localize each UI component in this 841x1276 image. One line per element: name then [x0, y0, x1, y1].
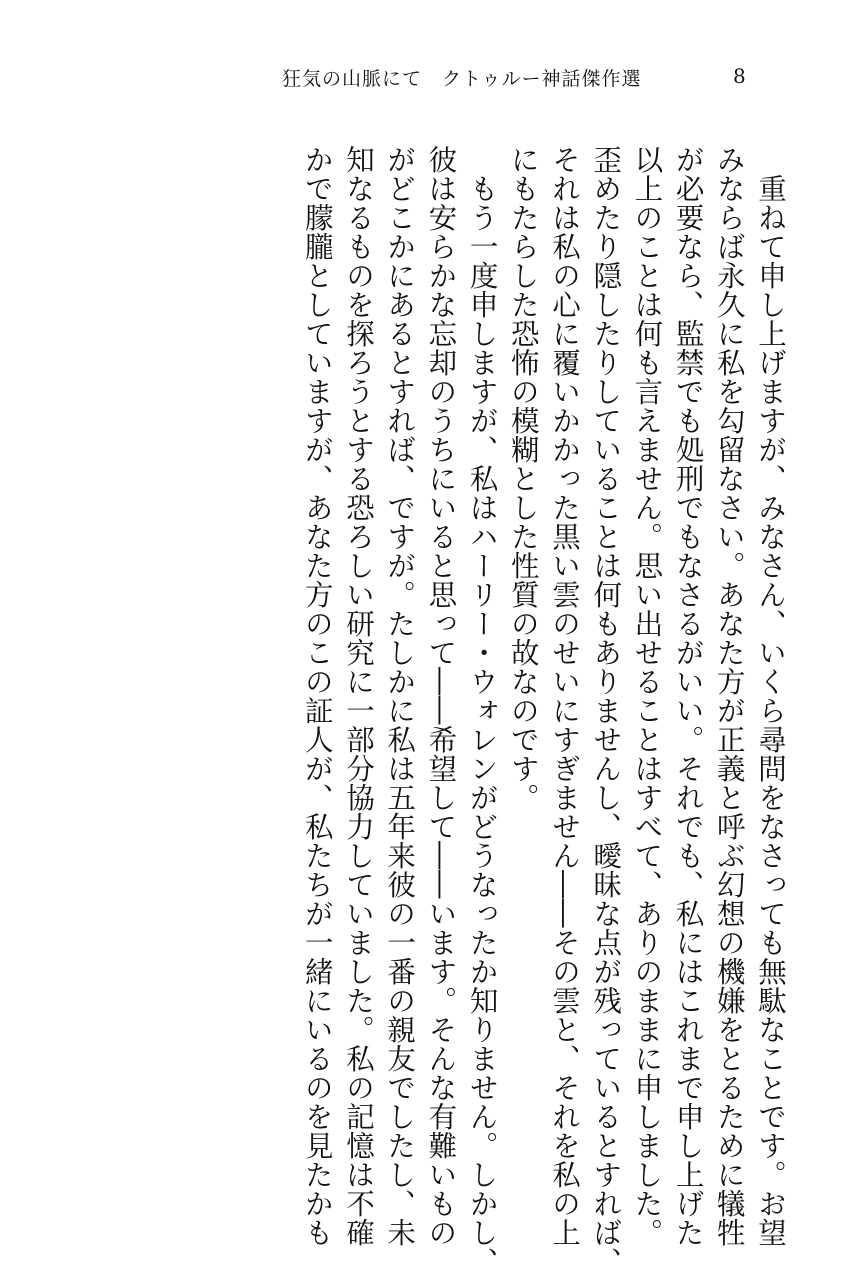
text-column: かで朦朧としていますが、あなた方のこの証人が、私たちが一緒にいるのを見たかも [300, 145, 334, 1247]
text-column: が必要なら、監禁でも処刑でもなさるがいい。それでも、私にはこれまで申し上げた [671, 145, 705, 1247]
text-column: 以上のことは何も言えません。思い出せることはすべて、ありのままに申しました。 [630, 145, 664, 1247]
running-header-title: 狂気の山脈にて クトゥルー神話傑作選 [282, 68, 642, 90]
page-number: 8 [733, 64, 746, 88]
text-column: みならば永久に私を勾留なさい。あなた方が正義と呼ぶ幻想の機嫌をとるために犠牲 [712, 145, 746, 1247]
text-column: 重ねて申し上げますが、みなさん、いくら尋問をなさっても無駄なことです。お望 [754, 145, 787, 1247]
text-column: 歪めたり隠したりしていることは何もありませんし、曖昧な点が残っているとすれば、 [589, 145, 623, 1276]
vertical-body-text [300, 145, 791, 1276]
text-column: 彼は安らかな忘却のうちにいると思って――希望して――います。そんな有難いもの [424, 145, 458, 1247]
text-column: それは私の心に覆いかかった黒い雲のせいにすぎません――その雲と、それを私の上 [547, 145, 581, 1247]
text-column: もう一度申しますが、私はハーリー・ウォレンがどうなったか知りません。しかし、 [465, 145, 499, 1276]
text-column: にもたらした恐怖の模糊とした性質の故なのです。 [506, 145, 540, 812]
text-column: 知なるものを探ろうとする恐ろしい研究に一部分協力していました。私の記憶は不確 [341, 145, 375, 1247]
text-column: がどこかにあるとすれば、ですが。たしかに私は五年来彼の一番の親友でしたし、未 [383, 145, 417, 1247]
